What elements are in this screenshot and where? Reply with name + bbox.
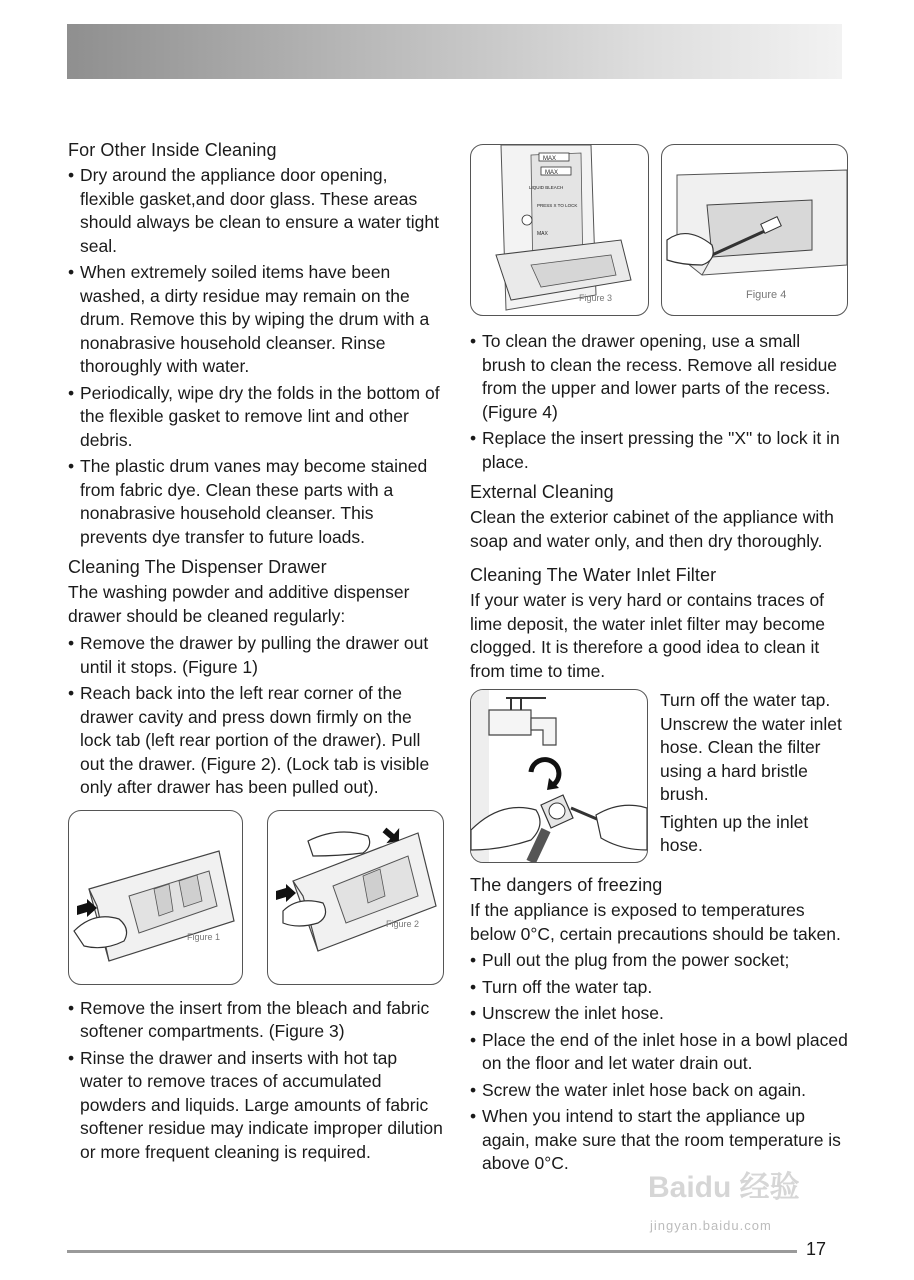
section-title-freezing: The dangers of freezing (470, 875, 663, 895)
figure-1 (68, 810, 243, 985)
bullet-list-inside-cleaning (68, 164, 444, 549)
figure-2 (267, 810, 444, 985)
list-item: • Screw the water inlet hose back on again. (470, 1079, 848, 1103)
figure-4-caption: Figure 4 (746, 289, 787, 301)
left-column (68, 138, 444, 1170)
section-title-other-inside-cleaning: For Other Inside Cleaning (68, 140, 277, 160)
figure-3 (470, 144, 649, 316)
dispenser-intro: The washing powder and additive dispenser drawer should be cleaned regularly: (68, 582, 410, 626)
bullet-list-freezing (470, 949, 848, 1176)
inlet-filter-step-1: Turn off the water tap. Unscrew the water inlet hose. Clean the filter using a hard bristle brush. (660, 690, 842, 804)
watermark-logo: Baidu 经验 (648, 1171, 800, 1204)
figure-row-1-2 (68, 810, 444, 985)
list-item: • Periodically, wipe dry the folds in the bottom of the flexible gasket to remove lint and other debris. (68, 382, 444, 453)
list-item: • Rinse the drawer and inserts with hot tap water to remove traces of accumulated powders and liquids. Large amounts of fabric softener residue may indicate improper dilution or more frequent cleaning is required. (68, 1047, 444, 1165)
figure-row-3-4 (470, 144, 848, 316)
page-number: 17 (806, 1239, 827, 1259)
list-item: • The plastic drum vanes may become stained from fabric dye. Clean these parts with a nonabrasive household cleanser. This prevents dye transfer to future loads. (68, 455, 444, 549)
drawer-pull-illustration (69, 811, 242, 984)
list-item: • Reach back into the left rear corner of the drawer cavity and press down firmly on the lock tab (left rear portion of the drawer). Pull out the drawer. (Figure 2). (Lock tab is visible only after drawer has been pulled out). (68, 682, 444, 800)
right-column (470, 138, 848, 1182)
water-tap-illustration (471, 690, 647, 862)
list-item: • Replace the insert pressing the "X" to lock it in place. (470, 427, 848, 474)
header-bar (67, 24, 842, 79)
list-item: • Remove the drawer by pulling the drawer out until it stops. (Figure 1) (68, 632, 444, 679)
figure-3-caption: Figure 3 (579, 293, 613, 303)
bullet-list-dispenser-after (68, 997, 444, 1165)
list-item: • Turn off the water tap. (470, 976, 848, 1000)
inlet-filter-figure-block (470, 689, 848, 863)
footer-rule (67, 1250, 797, 1253)
figure-water-tap (470, 689, 648, 863)
fig3-label-max-3: MAX (537, 231, 548, 237)
inlet-filter-instructions (660, 689, 848, 863)
list-item: • When you intend to start the appliance up again, make sure that the room temperature is above 0°C. (470, 1105, 848, 1176)
external-cleaning-text: Clean the exterior cabinet of the appliance with soap and water only, and then dry thoroughly. (470, 507, 834, 551)
figure-2-caption: Figure 2 (386, 918, 420, 929)
list-item: • Unscrew the inlet hose. (470, 1002, 848, 1026)
inlet-filter-step-2: Tighten up the inlet hose. (660, 811, 809, 855)
section-title-dispenser-drawer: Cleaning The Dispenser Drawer (68, 557, 327, 577)
list-item: • Remove the insert from the bleach and fabric softener compartments. (Figure 3) (68, 997, 444, 1044)
bullet-list-dispenser (68, 632, 444, 800)
fig3-label-liquid-bleach: LIQUID BLEACH (529, 185, 564, 190)
figure-1-caption: Figure 1 (187, 931, 221, 942)
fig3-label-max-2: MAX (545, 170, 559, 176)
list-item: • Place the end of the inlet hose in a bowl placed on the floor and let water drain out. (470, 1029, 848, 1076)
fig3-label-press-x: PRESS X TO LOCK (537, 203, 578, 208)
inlet-filter-text: If your water is very hard or contains traces of lime deposit, the water inlet filter may become clogged. It is therefore a good idea to clean it from time to time. (470, 590, 826, 681)
list-item: • When extremely soiled items have been washed, a dirty residue may remain on the drum. Remove this by wiping the drum with a nonabrasive household cleanser. Rinse thoroughly with water. (68, 261, 444, 379)
freezing-intro: If the appliance is exposed to temperatures below 0°C, certain precautions should be taken. (470, 900, 841, 944)
section-title-inlet-filter: Cleaning The Water Inlet Filter (470, 565, 717, 585)
drawer-lock-tab-illustration (268, 811, 443, 984)
bullet-list-drawer-opening (470, 330, 848, 474)
figure-4 (661, 144, 848, 316)
section-title-external-cleaning: External Cleaning (470, 482, 614, 502)
fig3-label-max-1: MAX (543, 156, 557, 162)
list-item: • Dry around the appliance door opening, flexible gasket,and door glass. These areas should always be clean to ensure a water tight seal. (68, 164, 444, 258)
watermark-url: jingyan.baidu.com (650, 1218, 772, 1233)
dispenser-insert-illustration (471, 145, 648, 315)
list-item: • Pull out the plug from the power socket; (470, 949, 848, 973)
list-item: • To clean the drawer opening, use a small brush to clean the recess. Remove all residue from the upper and lower parts of the recess. (Figure 4) (470, 330, 848, 424)
